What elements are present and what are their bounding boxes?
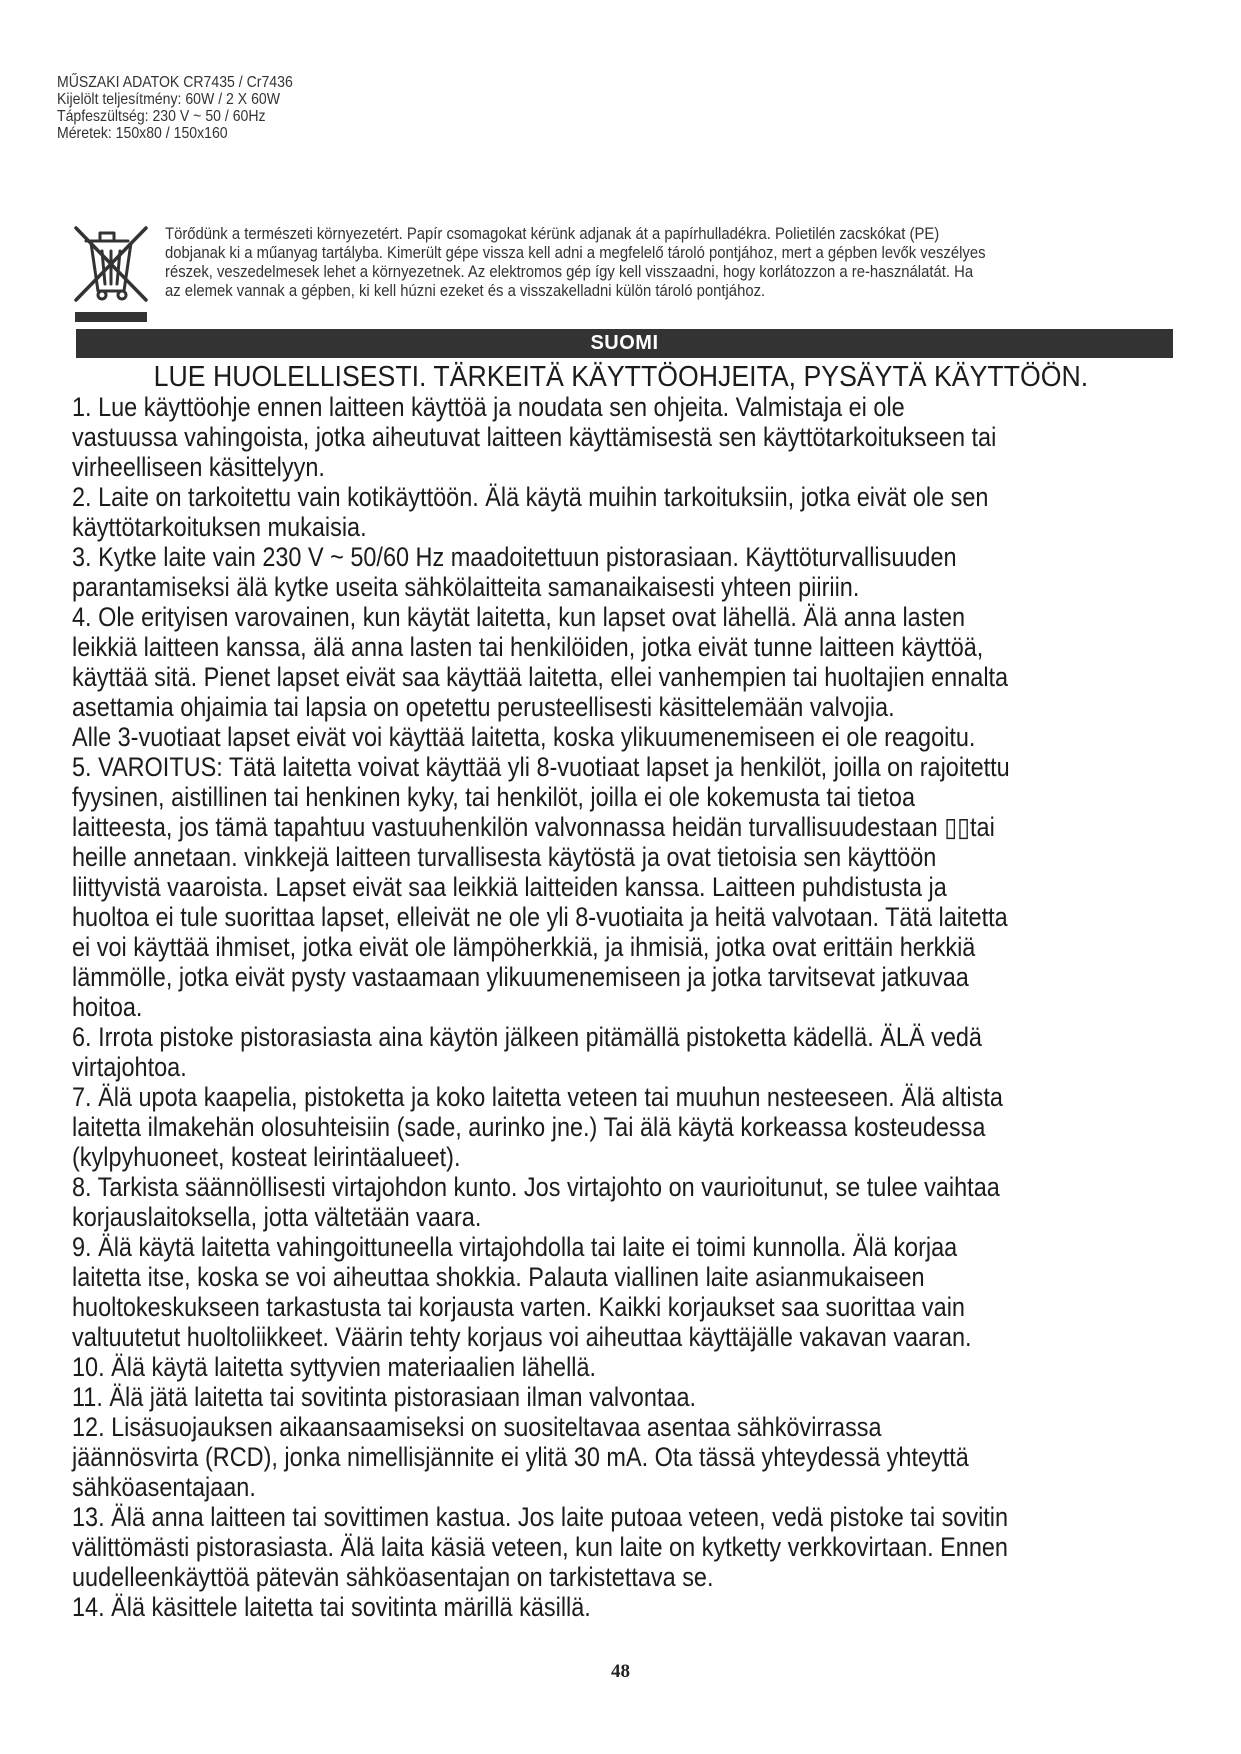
instruction-line: 8. Tarkista säännöllisesti virtajohdon kunto. Jos virtajohto on vaurioitunut, se tulee vaihtaa — [72, 1172, 1000, 1202]
instruction-line: 11. Älä jätä laitetta tai sovitinta pistorasiaan ilman valvontaa. — [72, 1382, 697, 1412]
instruction-line: uudelleenkäyttöä pätevän sähköasentajan on tarkistettava se. — [72, 1562, 714, 1592]
instruction-line: huoltoa ei tule suorittaa lapset, elleivät ne ole yli 8-vuotiaita ja heitä valvotaan. Tätä laitetta — [72, 902, 1008, 932]
instruction-line: 4. Ole erityisen varovainen, kun käytät laitetta, kun lapset ovat lähellä. Älä anna lasten — [72, 602, 966, 632]
instruction-line: asettamia ohjaimia tai lapsia on opetettu perusteellisesti käsittelemään valvojia. — [72, 692, 895, 722]
instruction-line: fyysinen, aistillinen tai henkinen kyky, tai henkilöt, joilla ei ole kokemusta tai tietoa — [72, 782, 916, 812]
crossed-out-bin-icon — [72, 224, 152, 324]
instruction-line: huoltokeskukseen tarkastusta tai korjausta varten. Kaikki korjaukset saa suorittaa vain — [72, 1292, 965, 1322]
instruction-line: 10. Älä käytä laitetta syttyvien materiaalien lähellä. — [72, 1352, 597, 1382]
instruction-line: laitetta itse, koska se voi aiheuttaa shokkia. Palauta viallinen laite asianmukaiseen — [72, 1262, 925, 1292]
instruction-line: laitteesta, jos tämä tapahtuu vastuuhenkilön valvonnassa heidän turvallisuudestaan ▯▯tai — [72, 812, 995, 842]
weee-text — [165, 225, 1164, 301]
specs-supply: Tápfeszültség: 230 V ~ 50 / 60Hz — [57, 108, 266, 125]
instruction-line: 1. Lue käyttöohje ennen laitteen käyttöä ja noudata sen ohjeita. Valmistaja ei ole — [72, 392, 905, 422]
instruction-line: vastuussa vahingoista, jotka aiheutuvat laitteen käyttämisestä sen käyttötarkoitukseen tai — [72, 422, 997, 452]
weee-line: részek, veszedelmesek lehet a környezetnek. Az elektromos gép így kell visszaadni, hogy korlátozzon a re-használatát. Ha — [165, 263, 974, 281]
instruction-line: 5. VAROITUS: Tätä laitetta voivat käyttää yli 8-vuotiaat lapset ja henkilöt, joilla on rajoitettu — [72, 752, 1010, 782]
instruction-line: virheelliseen käsittelyyn. — [72, 452, 325, 482]
instruction-line: käyttää sitä. Pienet lapset eivät saa käyttää laitetta, ellei vanhempien tai huoltajien ennalta — [72, 662, 1009, 692]
weee-line: az elemek vannak a gépben, ki kell húzni ezeket és a visszakelladni külön tároló pontjához. — [165, 282, 766, 300]
instruction-line: laitetta ilmakehän olosuhteisiin (sade, aurinko jne.) Tai älä käytä korkeassa kosteudessa — [72, 1112, 986, 1142]
language-bar: SUOMI — [76, 329, 1173, 358]
instruction-line: (kylpyhuoneet, kosteat leirintäalueet). — [72, 1142, 461, 1172]
instruction-line: 2. Laite on tarkoitettu vain kotikäyttöön. Älä käytä muihin tarkoituksiin, jotka eivät ole sen — [72, 482, 989, 512]
technical-specs — [57, 74, 497, 142]
instruction-line: välittömästi pistorasiasta. Älä laita käsiä veteen, kun laite on kytketty verkkovirtaan. Ennen — [72, 1532, 1008, 1562]
instruction-line: 7. Älä upota kaapelia, pistoketta ja koko laitetta veteen tai muuhun nesteeseen. Älä altista — [72, 1082, 1003, 1112]
instruction-line: liittyvistä vaaroista. Lapset eivät saa leikkiä laitteiden kanssa. Laitteen puhdistusta ja — [72, 872, 947, 902]
instruction-line: lämmölle, jotka eivät pysty vastaamaan ylikuumenemiseen ja jotka tarvitsevat jatkuvaa — [72, 962, 969, 992]
instruction-line: korjauslaitoksella, jotta vältetään vaara. — [72, 1202, 482, 1232]
instructions-body — [72, 392, 1125, 1622]
instruction-line: Alle 3-vuotiaat lapset eivät voi käyttää laitetta, koska ylikuumenemiseen ei ole reagoitu. — [72, 722, 976, 752]
page-number: 48 — [611, 1661, 630, 1682]
specs-power: Kijelölt teljesítmény: 60W / 2 X 60W — [57, 91, 281, 108]
instruction-line: hoitoa. — [72, 992, 143, 1022]
instruction-line: 13. Älä anna laitteen tai sovittimen kastua. Jos laite putoaa veteen, vedä pistoke tai sovitin — [72, 1502, 1009, 1532]
instruction-line: jäännösvirta (RCD), jonka nimellisjännite ei ylitä 30 mA. Ota tässä yhteydessä yhteyttä — [72, 1442, 969, 1472]
instruction-line: heille annetaan. vinkkejä laitteen turvallisesta käytöstä ja ovat tietoisia sen käyttöön — [72, 842, 937, 872]
specs-dimensions: Méretek: 150x80 / 150x160 — [57, 125, 228, 142]
weee-line: Törődünk a természeti környezetért. Papír csomagokat kérünk adjanak át a papírhulladékra. Polietilén zacskókat (PE) — [165, 225, 940, 243]
instruction-line: 6. Irrota pistoke pistorasiasta aina käytön jälkeen pitämällä pistoketta kädellä. ÄLÄ vedä — [72, 1022, 982, 1052]
instruction-line: ei voi käyttää ihmiset, jotka eivät ole lämpöherkkiä, ja ihmisiä, jotka ovat erittäin herkkiä — [72, 932, 976, 962]
instruction-line: käyttötarkoituksen mukaisia. — [72, 512, 367, 542]
instruction-line: leikkiä laitteen kanssa, älä anna lasten tai henkilöiden, jotka eivät tunne laitteen käyttöä, — [72, 632, 984, 662]
instruction-line: valtuutetut huoltoliikkeet. Väärin tehty korjaus voi aiheuttaa käyttäjälle vakavan vaaran. — [72, 1322, 972, 1352]
instruction-line: 12. Lisäsuojauksen aikaansaamiseksi on suositeltavaa asentaa sähkövirrassa — [72, 1412, 882, 1442]
specs-title: MŰSZAKI ADATOK CR7435 / Cr7436 — [57, 74, 293, 91]
page-title — [0, 360, 1241, 394]
instruction-line: parantamiseksi älä kytke useita sähkölaitteita samanaikaisesti yhteen piiriin. — [72, 572, 860, 602]
weee-line: dobjanak ki a műanyag tartályba. Kimerült gépe vissza kell adni a megfelelő tároló pontjához, mert a gépben levők veszélyes — [165, 244, 986, 262]
instruction-line: 14. Älä käsittele laitetta tai sovitinta märillä käsillä. — [72, 1592, 591, 1622]
instruction-line: 9. Älä käytä laitetta vahingoittuneella virtajohdolla tai laite ei toimi kunnolla. Älä korjaa — [72, 1232, 958, 1262]
instruction-line: virtajohtoa. — [72, 1052, 187, 1082]
instruction-line: sähköasentajaan. — [72, 1472, 256, 1502]
headline-text: LUE HUOLELLISESTI. TÄRKEITÄ KÄYTTÖOHJEITA, PYSÄYTÄ KÄYTTÖÖN. — [153, 361, 1088, 393]
instruction-line: 3. Kytke laite vain 230 V ~ 50/60 Hz maadoitettuun pistorasiaan. Käyttöturvallisuuden — [72, 542, 957, 572]
